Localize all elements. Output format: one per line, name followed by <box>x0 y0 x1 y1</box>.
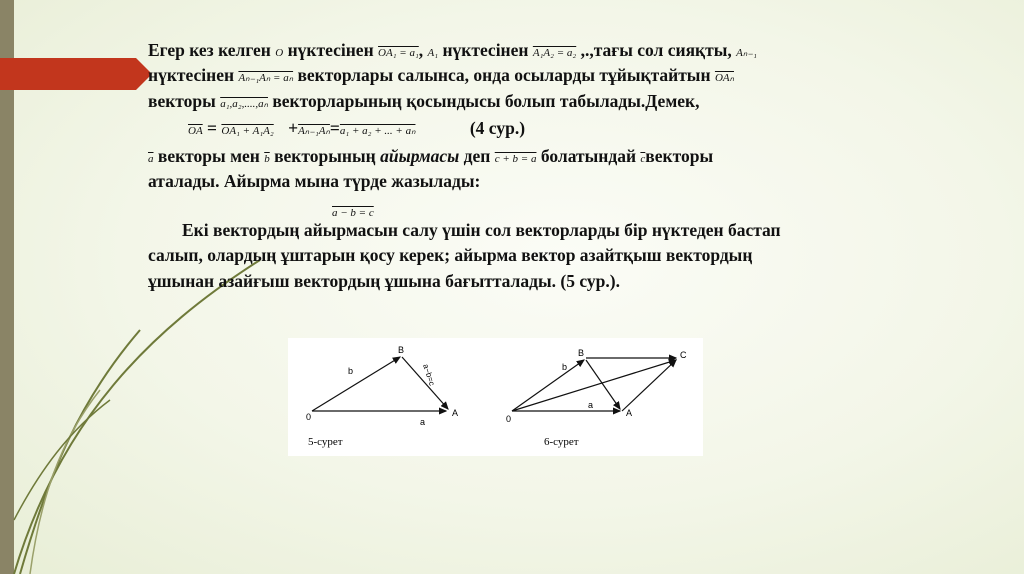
math-equals: = <box>329 118 340 138</box>
figures-panel <box>288 338 703 456</box>
fig6-vec-b-label: b <box>562 362 568 372</box>
fig5-vec-a-label: a <box>420 417 426 427</box>
math-point-a1: A₁ <box>427 47 439 59</box>
text-line-6: аталады. Айырма мына түрде жазылады: <box>148 171 481 191</box>
fig5-vec-b-label: b <box>348 366 354 376</box>
math-vector-list: a₁,a₂,....,aₙ <box>220 98 268 110</box>
math-point-o: O <box>275 47 284 59</box>
text-span: векторы мен <box>157 146 260 166</box>
math-vector-a1a2: A₁A₂ = a₂ <box>532 47 577 59</box>
fig5-caption: 5-сурет <box>308 436 343 448</box>
math-point-an-1: Aₙ₋₁ <box>736 47 757 59</box>
text-span: нүктесінен <box>442 40 529 60</box>
text-span: векторы <box>645 146 714 166</box>
text-span: деп <box>463 146 491 166</box>
text-span: , <box>418 40 424 60</box>
text-span: болатындай <box>540 146 637 166</box>
fig6-label-c: C <box>680 350 687 360</box>
formula-line <box>332 200 374 221</box>
text-span: векторларының қосындысы болып табылады.Демек, <box>272 91 700 111</box>
red-accent-tab <box>0 58 136 90</box>
text-span: векторының <box>274 146 376 166</box>
math-vector-an: Aₙ₋₁Aₙ = aₙ <box>238 72 294 84</box>
fig6-vector-sum <box>512 360 676 411</box>
text-line-8: салып, олардың ұштарын қосу керек; айырма вектор азайтқыш вектордың <box>148 245 753 265</box>
fig6-caption: 6-сурет <box>544 436 579 448</box>
math-vector-oan: $\overline{OA_n}$ <box>714 72 734 84</box>
fig6-label-o: 0 <box>506 414 512 424</box>
text-span: нүктесінен <box>148 65 235 85</box>
emphasized-term: айырмасы <box>380 146 460 166</box>
figure-reference: (4 сур.) <box>469 118 526 138</box>
fig6-vec-a-label: a <box>588 400 594 410</box>
fig5-vec-diff-label: a−b=c <box>421 362 437 387</box>
math-vector-oa: $\overline{OA}$ <box>188 125 203 137</box>
math-sum-vectors: a₁ + a₂ + ... + aₙ <box>339 125 416 137</box>
math-c-plus-b: c + b = a <box>494 153 537 165</box>
fig6-side-ac <box>622 360 676 411</box>
math-difference-formula: a − b = c <box>332 207 374 219</box>
text-line-3 <box>148 91 699 112</box>
text-span: Егер кез келген <box>148 40 271 60</box>
text-line-4 <box>188 118 525 139</box>
math-vector-b: $\overline{b}$ <box>264 153 270 165</box>
fig6-vector-b <box>512 360 584 411</box>
text-line-9: ұшынан азайғыш вектордың ұшына бағытталады. (5 сур.). <box>148 271 620 291</box>
text-line-2 <box>148 65 734 86</box>
math-vector-an1an: Aₙ₋₁Aₙ <box>298 125 330 137</box>
text-line-7: Екі вектордың айырмасын салу үшін сол векторларды бір нүктеден бастап <box>182 220 781 240</box>
fig5-label-o: 0 <box>306 412 312 422</box>
fig5-vector-b <box>312 357 400 411</box>
fig5-label-a: A <box>452 408 459 418</box>
text-span: нүктесінен <box>287 40 374 60</box>
text-line-1 <box>148 40 757 61</box>
math-vector-a: $\overline{a}$ <box>148 153 154 165</box>
math-sum-start: OA₁ + A₁A₂ <box>221 125 274 137</box>
fig5-label-b: B <box>398 345 405 355</box>
fig6-label-a: A <box>626 408 633 418</box>
text-span: векторлары салынса, онда осыларды тұйықтайтын <box>297 65 711 85</box>
math-vector-oa1: OA₁ = a₁ <box>378 47 419 59</box>
fig6-label-b: B <box>578 348 585 358</box>
math-plus: + <box>288 118 299 138</box>
math-vector-c: $\overline{c}$ <box>640 153 646 165</box>
vector-diagrams <box>288 338 703 456</box>
text-span: векторы <box>148 91 216 111</box>
text-line-5 <box>148 146 713 167</box>
text-span: ,.,тағы сол сияқты, <box>580 40 732 60</box>
math-equals: = <box>207 118 218 138</box>
